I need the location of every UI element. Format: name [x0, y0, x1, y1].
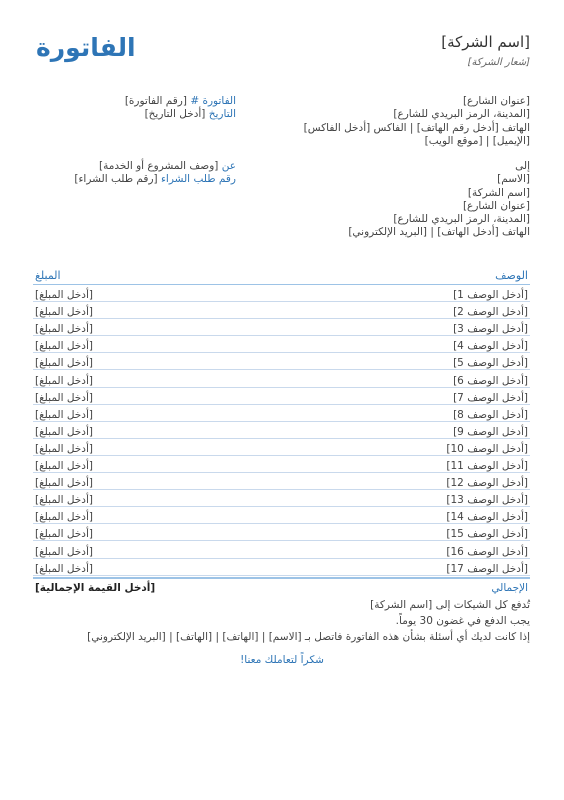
sender-email-web[interactable]: [الإيميل] | [موقع الويب]	[424, 134, 530, 147]
line-item-description[interactable]: [أدخل الوصف 16]	[446, 545, 528, 558]
total-row	[33, 577, 530, 594]
payment-note-terms: يجب الدفع في غضون 30 يوماً.	[395, 615, 530, 627]
description-column-header: الوصف	[495, 269, 528, 282]
po-line	[36, 173, 236, 186]
table-row	[33, 422, 530, 439]
line-item-amount[interactable]: [أدخل المبلغ]	[35, 408, 93, 421]
line-item-amount[interactable]: [أدخل المبلغ]	[35, 306, 93, 319]
payment-note-checks[interactable]: تُدفع كل الشيكات إلى [اسم الشركة]	[370, 599, 530, 611]
invoice-date-value[interactable]: [أدخل التاريخ]	[144, 108, 206, 121]
table-row	[33, 353, 530, 370]
table-row	[33, 473, 530, 490]
line-item-description[interactable]: [أدخل الوصف 14]	[446, 511, 528, 524]
recipient-label: إلى	[515, 160, 530, 172]
sender-address-block	[304, 95, 530, 148]
table-row	[33, 507, 530, 524]
recipient-address-block	[348, 160, 530, 240]
table-row	[33, 439, 530, 456]
recipient-city[interactable]: [المدينة، الرمز البريدي للشارع]	[393, 213, 530, 226]
line-item-amount[interactable]: [أدخل المبلغ]	[35, 357, 93, 370]
recipient-street[interactable]: [عنوان الشارع]	[462, 199, 530, 212]
project-info-block	[36, 160, 236, 187]
sender-city[interactable]: [المدينة، الرمز البريدي للشارع]	[393, 108, 530, 121]
table-header-row	[33, 269, 530, 285]
line-item-amount[interactable]: [أدخل المبلغ]	[35, 374, 93, 387]
line-item-description[interactable]: [أدخل الوصف 10]	[446, 442, 528, 455]
table-row	[33, 336, 530, 353]
line-item-description[interactable]: [أدخل الوصف 7]	[453, 391, 528, 404]
amount-column-header: المبلغ	[35, 269, 61, 282]
line-items-table	[33, 269, 530, 594]
table-row	[33, 405, 530, 422]
line-item-amount[interactable]: [أدخل المبلغ]	[35, 545, 93, 558]
line-item-description[interactable]: [أدخل الوصف 12]	[446, 477, 528, 490]
recipient-contact[interactable]: الهاتف [أدخل الهاتف] | [البريد الإلكتروني]	[348, 226, 530, 239]
table-row	[33, 456, 530, 473]
line-item-amount[interactable]: [أدخل المبلغ]	[35, 442, 93, 455]
invoice-meta-block	[36, 95, 236, 122]
table-row	[33, 302, 530, 319]
line-item-amount[interactable]: [أدخل المبلغ]	[35, 289, 93, 302]
table-body	[33, 285, 530, 576]
total-label: الإجمالي	[491, 581, 528, 594]
table-row	[33, 541, 530, 558]
table-row	[33, 388, 530, 405]
payment-terms-block	[87, 597, 530, 645]
table-row	[33, 370, 530, 387]
line-item-amount[interactable]: [أدخل المبلغ]	[35, 340, 93, 353]
line-item-amount[interactable]: [أدخل المبلغ]	[35, 511, 93, 524]
recipient-company[interactable]: [اسم الشركة]	[467, 186, 530, 199]
line-item-description[interactable]: [أدخل الوصف 9]	[453, 425, 528, 438]
invoice-date-line	[36, 108, 236, 121]
line-item-description[interactable]: [أدخل الوصف 11]	[446, 460, 528, 473]
invoice-number-label: الفاتورة #	[190, 95, 236, 107]
invoice-number-line	[36, 95, 236, 108]
total-value[interactable]: [أدخل القيمة الإجمالية]	[35, 581, 156, 594]
line-item-amount[interactable]: [أدخل المبلغ]	[35, 477, 93, 490]
table-row	[33, 490, 530, 507]
line-item-amount[interactable]: [أدخل المبلغ]	[35, 528, 93, 541]
line-item-amount[interactable]: [أدخل المبلغ]	[35, 562, 93, 575]
invoice-number-value[interactable]: [رقم الفاتورة]	[124, 95, 187, 107]
recipient-name[interactable]: [الاسم]	[497, 173, 530, 186]
line-item-amount[interactable]: [أدخل المبلغ]	[35, 391, 93, 404]
line-item-description[interactable]: [أدخل الوصف 3]	[453, 323, 528, 336]
line-item-amount[interactable]: [أدخل المبلغ]	[35, 425, 93, 438]
line-item-amount[interactable]: [أدخل المبلغ]	[35, 460, 93, 473]
line-item-description[interactable]: [أدخل الوصف 15]	[446, 528, 528, 541]
company-slogan[interactable]: [شعار الشركة]	[467, 57, 530, 68]
table-row	[33, 524, 530, 541]
project-label: عن	[221, 160, 236, 172]
table-row	[33, 319, 530, 336]
payment-note-contact[interactable]: إذا كانت لديك أي أسئلة بشأن هذه الفاتورة فاتصل بـ [الاسم] | [الهاتف] | [الهاتف] | [البريد الإلكتروني]	[87, 631, 530, 643]
line-item-description[interactable]: [أدخل الوصف 17]	[446, 562, 528, 575]
table-row	[33, 285, 530, 302]
line-item-description[interactable]: [أدخل الوصف 4]	[453, 340, 528, 353]
thank-you-message: شكراً لتعاملك معنا!	[240, 654, 324, 666]
line-item-description[interactable]: [أدخل الوصف 13]	[446, 494, 528, 507]
company-name[interactable]: [اسم الشركة]	[441, 33, 530, 51]
invoice-date-label: التاريخ	[208, 108, 236, 121]
po-label: رقم طلب الشراء	[160, 173, 236, 186]
sender-phone-fax[interactable]: الهاتف [أدخل رقم الهاتف] | الفاكس [أدخل الفاكس]	[303, 121, 530, 134]
line-item-description[interactable]: [أدخل الوصف 2]	[453, 306, 528, 319]
line-item-description[interactable]: [أدخل الوصف 5]	[453, 357, 528, 370]
line-item-amount[interactable]: [أدخل المبلغ]	[35, 494, 93, 507]
line-item-description[interactable]: [أدخل الوصف 8]	[453, 408, 528, 421]
project-value[interactable]: [وصف المشروع أو الخدمة]	[98, 160, 219, 172]
project-line	[36, 160, 236, 173]
line-item-amount[interactable]: [أدخل المبلغ]	[35, 323, 93, 336]
line-item-description[interactable]: [أدخل الوصف 6]	[453, 374, 528, 387]
table-row	[33, 559, 530, 576]
po-value[interactable]: [رقم طلب الشراء]	[74, 173, 158, 186]
invoice-title: الفاتورة	[36, 33, 136, 62]
line-item-description[interactable]: [أدخل الوصف 1]	[453, 289, 528, 302]
sender-street[interactable]: [عنوان الشارع]	[462, 95, 530, 107]
